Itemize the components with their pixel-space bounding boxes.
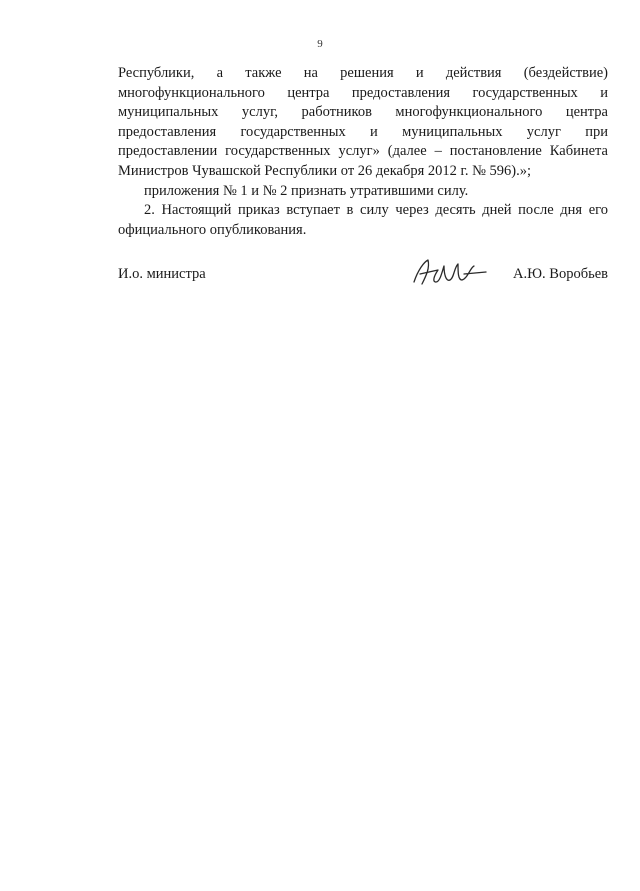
- body-line: муниципальных услуг, работников многофункционального центра: [118, 104, 608, 121]
- body-paragraph: 2. Настоящий приказ вступает в силу через десять дней после дня его официального опубликования.: [118, 202, 608, 238]
- body-line: многофункционального центра предоставления государственных и: [118, 84, 608, 101]
- body-line: предоставлении государственных услуг» (далее – постановление Кабинета: [118, 143, 608, 160]
- signature-block: [118, 262, 608, 292]
- handwritten-signature-icon: [408, 256, 490, 290]
- body-line: Республики, а также на решения и действия (бездействие): [118, 65, 608, 81]
- page-number: 9: [317, 38, 323, 50]
- document-body: [118, 64, 608, 240]
- body-line: предоставления государственных и муниципальных услуг при: [118, 123, 608, 140]
- signatory-role: И.о. министра: [118, 266, 206, 282]
- body-paragraph: приложения № 1 и № 2 признать утратившими силу.: [144, 182, 469, 199]
- body-line: Министров Чувашской Республики от 26 декабря 2012 г. № 596).»;: [118, 162, 532, 179]
- signatory-name: А.Ю. Воробьев: [513, 266, 608, 282]
